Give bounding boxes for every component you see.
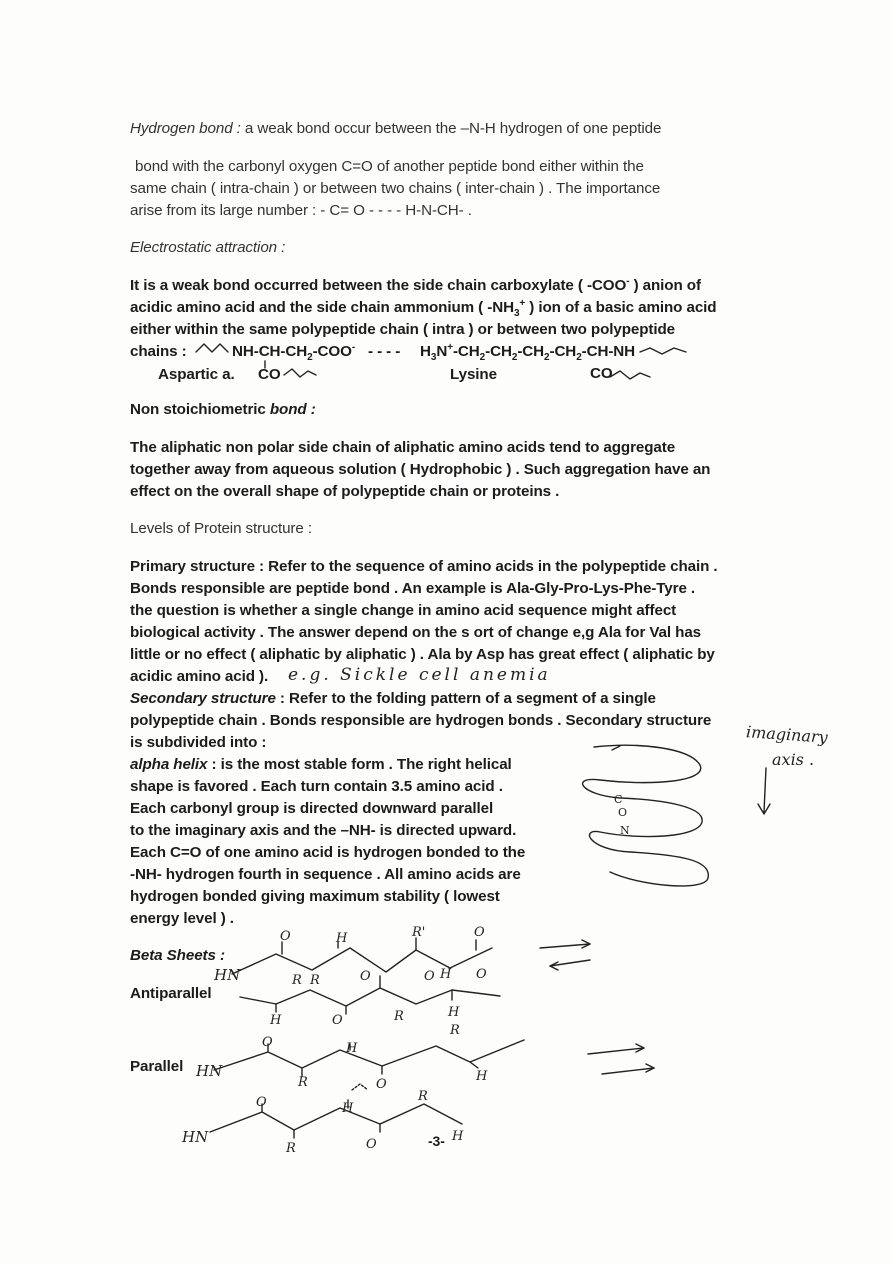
lys-ch-1: -CH — [452, 343, 480, 360]
hn-label-2: HN — [196, 1062, 223, 1080]
svg-text:O: O — [280, 929, 291, 944]
parallel-label: Parallel — [130, 1058, 184, 1075]
secondary-line-3: is subdivided into : — [130, 734, 267, 751]
svg-text:R': R' — [412, 925, 426, 940]
svg-text:O: O — [476, 967, 487, 982]
primary-line-1: Primary structure : Refer to the sequence of amino acids in the polypeptide chain . — [130, 558, 718, 575]
axis-note: axis . — [772, 750, 815, 769]
alpha-line-4: to the imaginary axis and the –NH- is directed upward. — [130, 822, 517, 839]
asp-formula-a: NH-CH-CH — [232, 343, 308, 360]
axis-arrow-icon — [764, 768, 766, 812]
nonstoich-line-2: together away from aqueous solution ( Hydrophobic ) . Such aggregation have an — [130, 461, 711, 478]
svg-text:O: O — [332, 1013, 343, 1028]
primary-line-5: little or no effect ( aliphatic by aliphatic ) . Ala by Asp has great effect ( aliphatic by — [130, 646, 715, 663]
lys-ch-4: -CH — [549, 343, 577, 360]
electro-line-3: either within the same polypeptide chain ( intra ) or between two polypeptide — [130, 321, 676, 338]
lysine-formula: $H_3N^+-CH_2-CH_2-CH_2-CH_2-CH-NH$ — [420, 341, 636, 364]
svg-text:R: R — [418, 1089, 428, 1104]
svg-text:O: O — [376, 1077, 387, 1092]
electro-text-1: It is a weak bond occurred between the side chain carboxylate ( -COO — [130, 277, 627, 294]
chains-label: chains : — [130, 343, 187, 360]
svg-text:O: O — [474, 925, 485, 940]
co-label-1: CO — [258, 366, 281, 383]
svg-text:R: R — [298, 1075, 308, 1090]
electro-sup-1: - — [626, 275, 630, 287]
alpha-line-6: -NH- hydrogen fourth in sequence . All amino acids are — [130, 866, 521, 883]
svg-text:O: O — [256, 1095, 267, 1110]
svg-text:R: R — [450, 1023, 460, 1038]
antiparallel-label: Antiparallel — [130, 985, 212, 1002]
primary-line-3: the question is whether a single change in amino acid sequence might affect — [130, 602, 677, 619]
primary-line-6: acidic amino acid ). — [130, 668, 269, 685]
svg-text:H: H — [270, 1013, 282, 1028]
lysine-label: Lysine — [450, 366, 497, 383]
hn-label-1: HN — [214, 966, 241, 984]
svg-text:R: R — [394, 1009, 404, 1024]
page-number: -3- — [428, 1133, 445, 1149]
alpha-heading: alpha helix — [130, 756, 208, 773]
lys-n: N — [436, 343, 448, 360]
direction-arrows — [540, 940, 654, 1074]
svg-text:R: R — [286, 1141, 296, 1156]
secondary-text-1: : Refer to the folding pattern of a segment of a single — [275, 690, 656, 707]
hn-label-3: HN — [182, 1128, 209, 1146]
svg-text:H: H — [440, 967, 452, 982]
nonstoich-line-1: The aliphatic non polar side chain of aliphatic amino acids tend to aggregate — [130, 439, 676, 456]
svg-text:O: O — [262, 1035, 273, 1050]
primary-line-4: biological activity . The answer depend on the s ort of change e,g Ala for Val has — [130, 624, 702, 641]
hbond-heading: Hydrogen bond : — [130, 120, 241, 137]
chain-zigzag-icon-3 — [284, 369, 316, 377]
svg-text:H: H — [452, 1129, 464, 1144]
asp-sup: - — [351, 341, 356, 353]
chain-zigzag-icon-4 — [610, 371, 650, 379]
lys-sub-3: 3 — [430, 352, 437, 364]
asp-sub: 2 — [307, 352, 313, 364]
electro-sup-2: + — [519, 297, 526, 309]
imaginary-note: imaginary — [745, 722, 829, 747]
hbond-text-1: a weak bond occur between the –N-H hydrogen of one peptide — [240, 120, 662, 137]
electro-text-1b: ) anion of — [629, 277, 701, 294]
hbond-line-4: arise from its large number : - C= O - - - - H-N-CH- . — [130, 202, 472, 219]
co-label-2: CO — [590, 365, 613, 382]
electrostatic-heading: Electrostatic attraction : — [130, 239, 286, 256]
chain-zigzag-icon-2 — [640, 348, 686, 354]
levels-heading: Levels of Protein structure : — [130, 520, 312, 537]
svg-text:H: H — [346, 1041, 358, 1056]
alpha-helix-sketch — [583, 745, 709, 886]
chain-zigzag-icon-1 — [196, 344, 228, 352]
electro-sub-2: 3 — [513, 308, 520, 320]
lys-ch-2: -CH — [485, 343, 512, 360]
alpha-text-1: : is the most stable form . The right helical — [207, 756, 512, 773]
svg-text:N: N — [620, 824, 630, 837]
alpha-line-3: Each carbonyl group is directed downward parallel — [130, 800, 494, 817]
secondary-heading: Secondary structure — [130, 690, 276, 707]
asp-formula-b: -COO — [312, 343, 352, 360]
svg-text:R: R — [292, 973, 302, 988]
hbond-line-3: same chain ( intra-chain ) or between two chains ( inter-chain ) . The importance — [130, 180, 661, 197]
alpha-line-2: shape is favored . Each turn contain 3.5 amino acid . — [130, 778, 503, 795]
svg-text:O: O — [366, 1137, 377, 1152]
beta-heading: Beta Sheets : — [130, 947, 225, 964]
svg-text:C: C — [614, 793, 623, 806]
primary-line-2: Bonds responsible are peptide bond . An example is Ala-Gly-Pro-Lys-Phe-Tyre . — [130, 580, 696, 597]
svg-text:O: O — [360, 969, 371, 984]
alpha-line-7: hydrogen bonded giving maximum stability ( lowest — [130, 888, 500, 905]
nonstoich-heading-b: bond : — [269, 401, 316, 418]
lys-sup: + — [447, 341, 453, 353]
hbond-line-2: bond with the carbonyl oxygen C=O of another peptide bond either within the — [135, 158, 644, 175]
alpha-line-8: energy level ) . — [130, 910, 234, 927]
svg-text:O: O — [618, 806, 628, 819]
nonstoich-line-3: effect on the overall shape of polypeptide chain or proteins . — [130, 483, 560, 500]
secondary-line-2: polypeptide chain . Bonds responsible are hydrogen bonds . Secondary structure — [130, 712, 712, 729]
lys-end: -CH-NH — [581, 343, 636, 360]
electro-text-2b: ) ion of a basic amino acid — [525, 299, 717, 316]
svg-text:H: H — [342, 1101, 354, 1116]
nonstoich-heading-a: Non stoichiometric — [130, 401, 266, 418]
svg-text:H: H — [336, 931, 348, 946]
lys-ch-3: -CH — [517, 343, 545, 360]
svg-text:R: R — [310, 973, 320, 988]
ionic-dash: - - - - — [368, 343, 401, 360]
alpha-line-5: Each C=O of one amino acid is hydrogen bonded to the — [130, 844, 526, 861]
aspartic-label: Aspartic a. — [158, 366, 235, 383]
sickle-cell-note: e.g. Sickle cell anemia — [288, 665, 551, 685]
electro-text-2: acidic amino acid and the side chain ammonium ( -NH — [130, 299, 514, 316]
svg-text:H: H — [448, 1005, 460, 1020]
lys-h: H — [420, 343, 431, 360]
svg-text:H: H — [476, 1069, 488, 1084]
svg-text:O: O — [424, 969, 435, 984]
